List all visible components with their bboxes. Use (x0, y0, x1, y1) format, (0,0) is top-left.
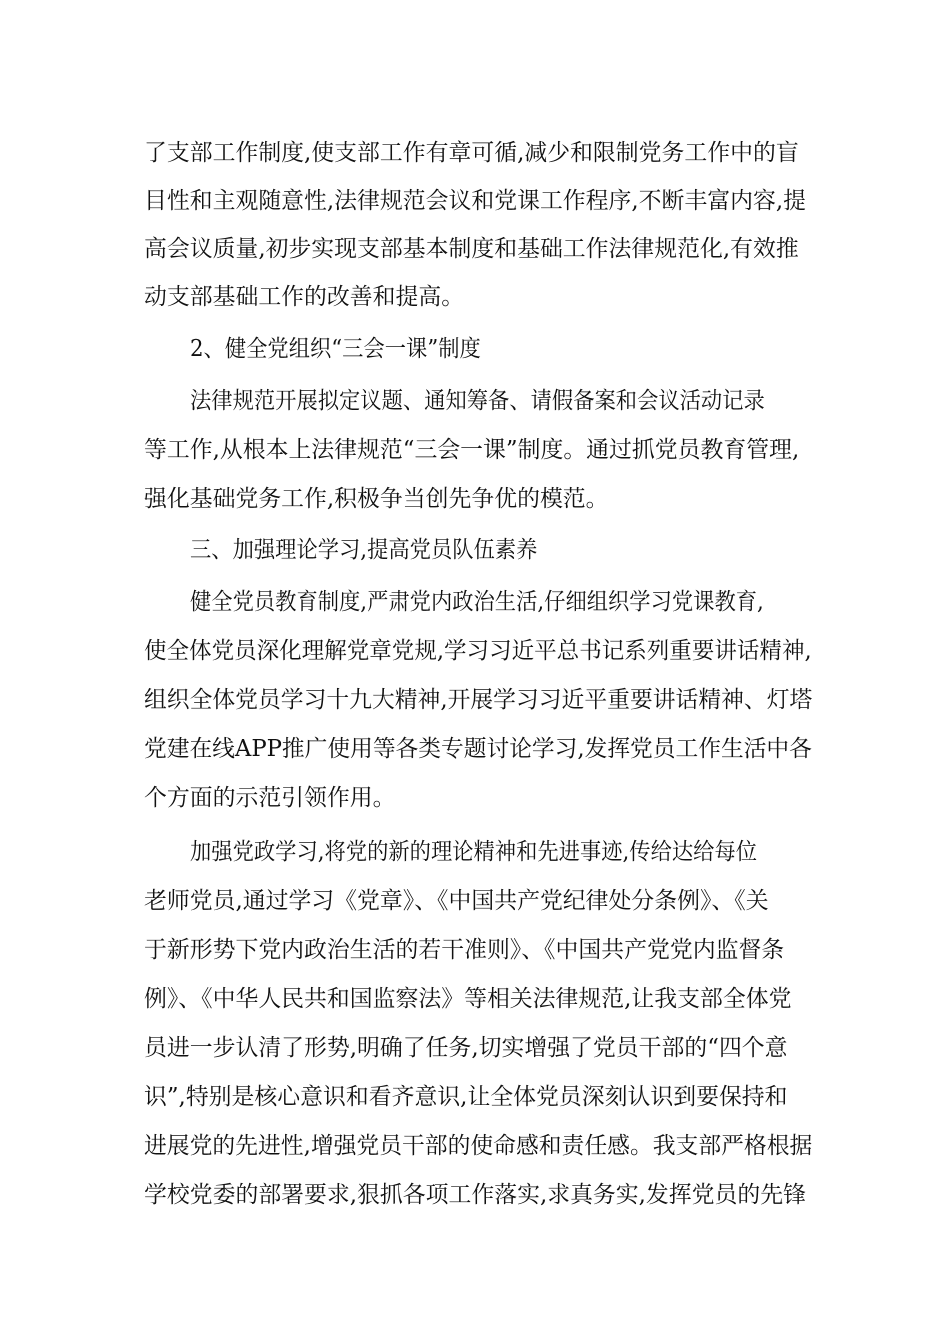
text-line: 识”,特别是核心意识和看齐意识,让全体党员深刻认识到要保持和 (144, 1084, 788, 1110)
text-line: 了支部工作制度,使支部工作有章可循,减少和限制党务工作中的盲 (144, 140, 799, 166)
text-line: 高会议质量,初步实现支部基本制度和基础工作法律规范化,有效推 (144, 236, 799, 262)
text-line: 法律规范开展拟定议题、通知筹备、请假备案和会议活动记录 (190, 388, 765, 414)
text-line: 健全党员教育制度,严肃党内政治生活,仔细组织学习党课教育, (190, 589, 764, 615)
text-line: 党建在线APP推广使用等各类专题讨论学习,发挥党员工作生活中各 (144, 736, 812, 762)
section-heading: 2、健全党组织“三会一课”制度 (190, 336, 481, 362)
text-line: 使全体党员深化理解党章党规,学习习近平总书记系列重要讲话精神, (144, 638, 812, 664)
text-line: 组织全体党员学习十九大精神,开展学习习近平重要讲话精神、灯塔 (144, 687, 813, 713)
section-heading: 三、加强理论学习,提高党员队伍素养 (190, 537, 538, 563)
text-line: 目性和主观随意性,法律规范会议和党课工作程序,不断丰富内容,提 (144, 188, 806, 214)
text-line: 老师党员,通过学习《党章》、《中国共产党纪律处分条例》、《关 (144, 888, 769, 914)
text-line: 动支部基础工作的改善和提高。 (144, 284, 465, 310)
text-line: 强化基础党务工作,积极争当创先争优的模范。 (144, 486, 609, 512)
text-line: 等工作,从根本上法律规范“三会一课”制度。通过抓党员教育管理, (144, 437, 800, 463)
text-line: 进展党的先进性,增强党员干部的使命感和责任感。我支部严格根据 (144, 1133, 813, 1159)
text-line: 个方面的示范引领作用。 (144, 785, 396, 811)
text-line: 学校党委的部署要求,狠抓各项工作落实,求真务实,发挥党员的先锋 (144, 1182, 806, 1208)
text-line: 员进一步认清了形势,明确了任务,切实增强了党员干部的“四个意 (144, 1035, 788, 1061)
text-line: 于新形势下党内政治生活的若干准则》、《中国共产党党内监督条 (144, 937, 785, 963)
text-line: 加强党政学习,将党的新的理论精神和先进事迹,传给达给每位 (190, 839, 758, 865)
text-line: 例》、《中华人民共和国监察法》等相关法律规范,让我支部全体党 (144, 986, 792, 1012)
